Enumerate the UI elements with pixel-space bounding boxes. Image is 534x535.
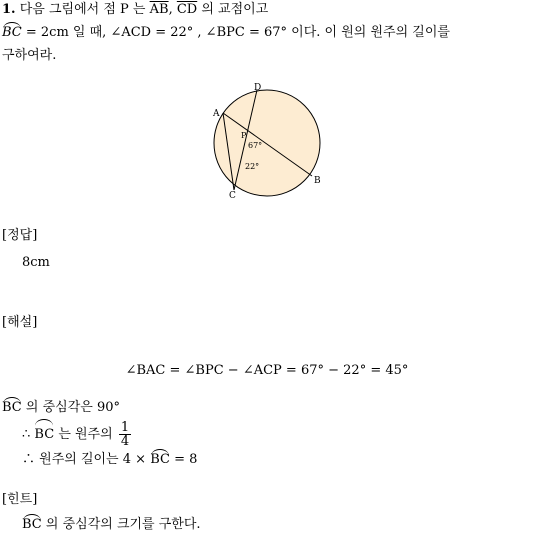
hint-text: 의 중심각의 크기를 구한다. bbox=[45, 517, 201, 532]
hint-header: [힌트] bbox=[2, 492, 38, 507]
angle-bpc-label: 67° bbox=[248, 141, 263, 150]
solution-line-3 bbox=[22, 452, 197, 468]
solution-line-1 bbox=[2, 400, 120, 416]
problem-comma: , bbox=[168, 2, 173, 17]
problem-line-3 bbox=[2, 48, 56, 64]
solution-text-3-end: = 8 bbox=[174, 452, 198, 467]
solution-text-2: 는 원주의 bbox=[58, 427, 113, 442]
label-b: B bbox=[314, 176, 321, 186]
angle-acd-label: 22° bbox=[245, 162, 260, 171]
label-d: D bbox=[254, 83, 262, 93]
label-a: A bbox=[213, 109, 220, 119]
solution-text-1: 의 중심각은 90° bbox=[25, 400, 120, 415]
segment-ab: $\overline{AB}$ bbox=[149, 2, 169, 17]
solution-equation: ∠BAC = ∠BPC − ∠ACP = 67° − 22° = 45° bbox=[125, 363, 409, 378]
arc-bc: BC bbox=[2, 25, 22, 40]
problem-text-a: 다음 그림에서 점 P 는 bbox=[19, 2, 146, 17]
solution-text-3: ∴ 원주의 길이는 4 × bbox=[22, 452, 147, 467]
arc-bc-hint: BC bbox=[22, 517, 42, 532]
problem-line-2 bbox=[2, 25, 450, 41]
solution-line-2 bbox=[22, 421, 133, 448]
problem-number: 1. bbox=[2, 2, 16, 17]
fraction-one-quarter bbox=[119, 421, 131, 448]
answer-header: [정답] bbox=[2, 228, 38, 243]
arc-bc-solution-3: BC bbox=[150, 452, 170, 467]
fraction-denominator: 4 bbox=[120, 434, 130, 449]
problem-text-given: = 2cm 일 때, ∠ACD = 22° , ∠BPC = 67° 이다. 이 원의 원주의 길이를 bbox=[25, 25, 450, 40]
label-p: P bbox=[241, 131, 247, 140]
arc-bc-solution-1: BC bbox=[2, 400, 22, 415]
arc-bc-solution-2: BC bbox=[34, 422, 54, 448]
circle-figure bbox=[205, 80, 330, 200]
therefore-symbol-1: ∴ bbox=[22, 427, 31, 442]
problem-question: 구하여라. bbox=[2, 48, 57, 63]
fraction-numerator: 1 bbox=[120, 420, 130, 435]
answer-value: 8cm bbox=[22, 255, 50, 270]
solution-header: [해설] bbox=[2, 315, 38, 330]
label-c: C bbox=[229, 191, 236, 200]
hint-line bbox=[22, 517, 201, 533]
segment-cd: $\overline{CD}$ bbox=[176, 2, 198, 17]
problem-line-1 bbox=[2, 2, 268, 18]
circle bbox=[214, 90, 320, 196]
problem-text-b: 의 교점이고 bbox=[201, 2, 269, 17]
